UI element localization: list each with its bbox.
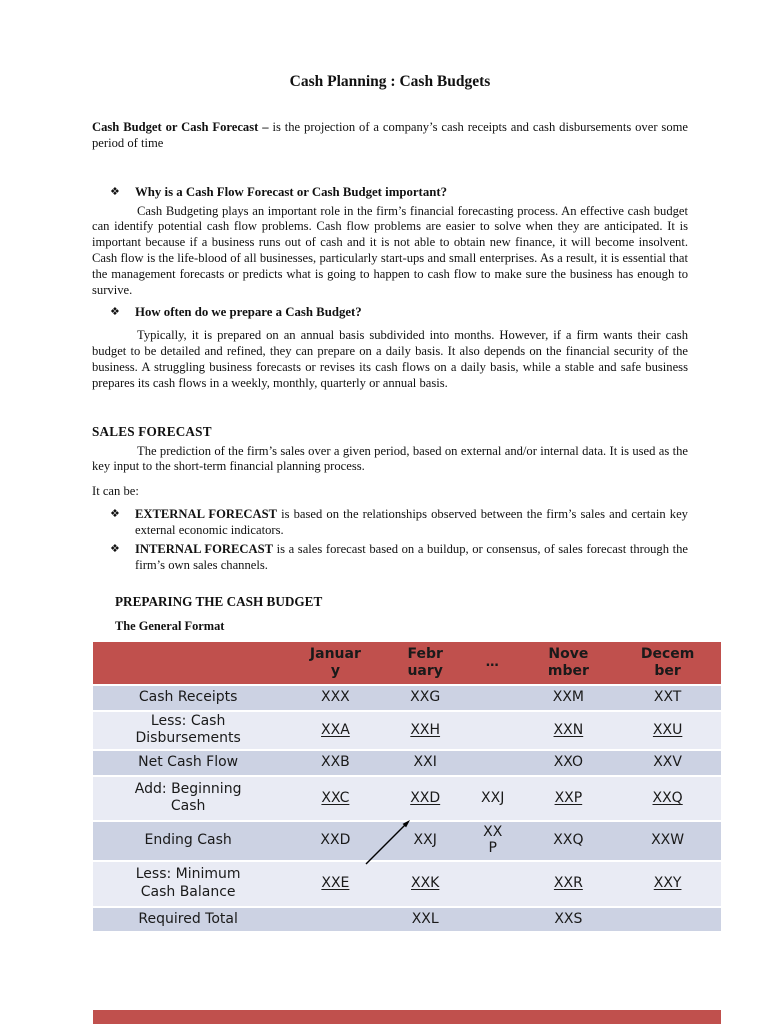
header-cell-february: February bbox=[388, 642, 463, 684]
cell-value: XXA bbox=[283, 712, 387, 749]
header-cell-ellipsis: … bbox=[463, 642, 523, 684]
cell-value bbox=[463, 686, 523, 710]
cell-value: XXN bbox=[523, 712, 615, 749]
cell-value bbox=[614, 908, 721, 931]
cell-value: XXQ bbox=[523, 822, 615, 860]
row-label: Less: Minimum Cash Balance bbox=[93, 862, 283, 906]
cell-value: XXR bbox=[523, 862, 615, 906]
cell-value bbox=[283, 908, 387, 931]
row-label: Add: Beginning Cash bbox=[93, 777, 283, 820]
table-row-cash-disbursements bbox=[93, 712, 721, 749]
cell-value: XXX bbox=[283, 686, 387, 710]
cell-value: XXL bbox=[388, 908, 463, 931]
external-forecast-bold: EXTERNAL FORECAST bbox=[135, 507, 277, 522]
external-forecast-text bbox=[135, 506, 688, 538]
row-label: Ending Cash bbox=[93, 822, 283, 860]
diamond-bullet-icon: ❖ bbox=[110, 541, 120, 555]
sales-forecast-heading: SALES FORECAST bbox=[92, 423, 212, 439]
cell-value: XXH bbox=[388, 712, 463, 749]
question-heading-2-label: How often do we prepare a Cash Budget? bbox=[135, 305, 362, 320]
table-row-net-cash-flow bbox=[93, 751, 721, 775]
cell-value bbox=[463, 908, 523, 931]
intro-rest: is the projection of a company’s cash receipts and cash disbursements over some period of time bbox=[92, 120, 689, 150]
cell-value: XXW bbox=[614, 822, 721, 860]
cell-value: XXD bbox=[388, 777, 463, 820]
diamond-bullet-icon: ❖ bbox=[110, 507, 120, 521]
it-can-be-text: It can be: bbox=[92, 484, 139, 499]
internal-forecast-item bbox=[110, 541, 688, 573]
forecast-bullet-list bbox=[110, 506, 688, 573]
cell-value: XXP bbox=[523, 777, 615, 820]
question-heading-2 bbox=[110, 304, 688, 320]
text-column bbox=[92, 72, 688, 634]
preparing-cash-budget-heading: PREPARING THE CASH BUDGET bbox=[115, 593, 323, 609]
external-forecast-item bbox=[110, 506, 688, 538]
general-format-subheading: The General Format bbox=[115, 618, 225, 633]
cell-value: XXG bbox=[388, 686, 463, 710]
table-row-cash-receipts bbox=[93, 686, 721, 710]
cell-value: XXC bbox=[283, 777, 387, 820]
internal-forecast-bold: INTERNAL FORECAST bbox=[135, 541, 273, 556]
row-label: Less: Cash Disbursements bbox=[93, 712, 283, 749]
cell-value: XXQ bbox=[614, 777, 721, 820]
question-heading-1 bbox=[110, 184, 688, 200]
question-1-body: Cash Budgeting plays an important role in the firm’s financial forecasting process. An effective cash budget can identify potential cash flow problems. Cash flow problems are easier to solve when they are anticipated. It is important because if a business runs out of cash and it is not able to obtain new finance, it will become insolvent. Cash flow is the life-blood of all businesses, particularly start-ups and small enterprises. As a result, it is essential that the management forecasts or predicts what is going to happen to cash flow to make sure the business has enough to survive. bbox=[92, 203, 688, 297]
cell-value: XXB bbox=[283, 751, 387, 775]
cell-value: XXV bbox=[614, 751, 721, 775]
cell-value: XXM bbox=[523, 686, 615, 710]
header-cell-november: November bbox=[523, 642, 615, 684]
cell-value: XXO bbox=[523, 751, 615, 775]
question-heading-1-label: Why is a Cash Flow Forecast or Cash Budget important? bbox=[135, 184, 447, 199]
cell-value: XXJ bbox=[463, 777, 523, 820]
intro-bold-lead: Cash Budget or Cash Forecast – bbox=[92, 120, 269, 134]
cell-value bbox=[463, 862, 523, 906]
header-cell-january: January bbox=[283, 642, 387, 684]
sales-forecast-body: The prediction of the firm’s sales over a given period, based on external and/or internal data. It is used as the key input to the short-term financial planning process. bbox=[92, 443, 688, 474]
header-cell-blank bbox=[93, 642, 283, 684]
cell-value: XXT bbox=[614, 686, 721, 710]
cell-value bbox=[463, 712, 523, 749]
page-title: Cash Planning : Cash Budgets bbox=[289, 73, 491, 90]
cell-value: XXI bbox=[388, 751, 463, 775]
cell-value: XXE bbox=[283, 862, 387, 906]
table-row-beginning-cash bbox=[93, 777, 721, 820]
next-page-table-header-bar bbox=[93, 1010, 721, 1024]
cell-value: XXK bbox=[388, 862, 463, 906]
table-row-minimum-cash-balance bbox=[93, 862, 721, 906]
cell-value bbox=[463, 751, 523, 775]
cell-value: XXD bbox=[283, 822, 387, 860]
row-label: Cash Receipts bbox=[93, 686, 283, 710]
cell-value: XXS bbox=[523, 908, 615, 931]
internal-forecast-text bbox=[135, 541, 688, 573]
cell-value: XXJ bbox=[388, 822, 463, 860]
cell-value: XXU bbox=[614, 712, 721, 749]
external-forecast-rest: is based on the relationships observed between the firm’s sales and certain key external economic indicators. bbox=[135, 507, 688, 538]
intro-paragraph bbox=[92, 120, 688, 152]
table-header-row bbox=[93, 642, 721, 684]
row-label: Net Cash Flow bbox=[93, 751, 283, 775]
cell-value: XXP bbox=[463, 822, 523, 860]
cash-budget-table bbox=[93, 640, 721, 933]
diamond-bullet-icon: ❖ bbox=[110, 184, 120, 198]
row-label: Required Total bbox=[93, 908, 283, 931]
diamond-bullet-icon: ❖ bbox=[110, 305, 120, 319]
table-row-required-total bbox=[93, 908, 721, 931]
table-row-ending-cash bbox=[93, 822, 721, 860]
question-2-body: Typically, it is prepared on an annual basis subdivided into months. However, if a firm wants their cash budget to be detailed and refined, they can prepare on a daily basis. It also depends on the financial security of the business. A struggling business forecasts or revises its cash flows on a daily basis, while a stable and safe business prepares its cash flows in a weekly, monthly, quarterly or annual basis. bbox=[92, 328, 688, 390]
internal-forecast-rest: is a sales forecast based on a buildup, or consensus, of sales forecast through the firm’s own sales channels. bbox=[135, 541, 689, 572]
cell-value: XXY bbox=[614, 862, 721, 906]
header-cell-december: December bbox=[614, 642, 721, 684]
